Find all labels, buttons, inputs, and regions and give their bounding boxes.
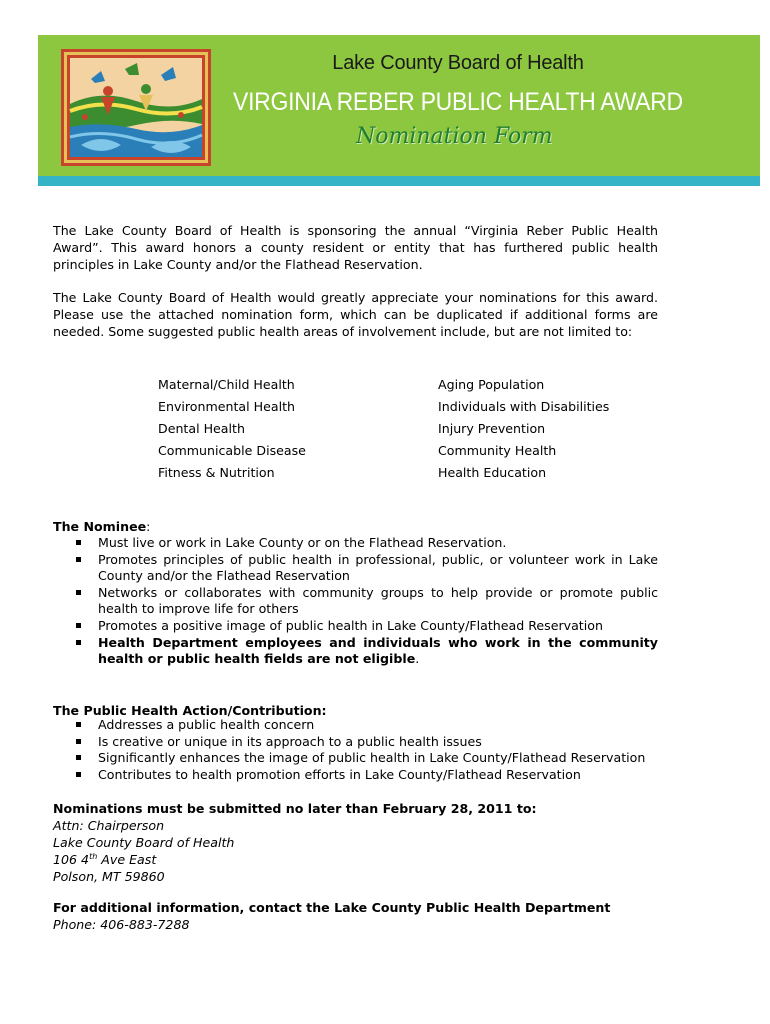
contact-heading: For additional information, contact the Lake County Public Health Department (53, 900, 611, 915)
health-area-item: Communicable Disease (158, 443, 306, 458)
ineligibility-period: . (415, 651, 420, 667)
form-subtitle: Nomination Form (356, 124, 553, 149)
intro-paragraph-2: The Lake County Board of Health would greatly appreciate your nominations for this award. Please use the attached nomination form, which can be duplicated if additional forms are needed. Some suggested public health areas of involvement include, but are not limited to: (53, 290, 658, 339)
ineligibility-item (53, 635, 658, 668)
health-artwork-logo (61, 49, 211, 166)
list-item: Contributes to health promotion efforts in Lake County/Flathead Reservation (53, 767, 658, 784)
street-name: Ave East (97, 852, 157, 867)
nominee-heading-text: The Nominee (53, 519, 147, 534)
street-number: 106 4 (53, 852, 90, 867)
action-heading: The Public Health Action/Contribution: (53, 703, 327, 718)
health-area-item: Individuals with Disabilities (438, 399, 610, 414)
action-criteria-list (53, 717, 658, 783)
nominee-heading-colon: : (146, 519, 151, 534)
list-item: Must live or work in Lake County or on the Flathead Reservation. (53, 535, 658, 552)
address-attn: Attn: Chairperson (53, 818, 165, 833)
list-item: Promotes principles of public health in professional, public, or volunteer work in Lake County and/or the Flathead Reservation (53, 552, 658, 585)
organization-name: Lake County Board of Health (332, 52, 584, 74)
list-item: Promotes a positive image of public health in Lake County/Flathead Reservation (53, 618, 658, 635)
header-rule (38, 176, 760, 186)
submission-deadline: Nominations must be submitted no later than February 28, 2011 to: (53, 801, 537, 816)
health-area-item: Community Health (438, 443, 557, 458)
list-item: Significantly enhances the image of public health in Lake County/Flathead Reservation (53, 750, 658, 767)
mailing-address (53, 817, 234, 885)
list-item: Networks or collaborates with community groups to help provide or promote public health to improve life for others (53, 585, 658, 618)
list-item: Is creative or unique in its approach to a public health issues (53, 734, 658, 751)
health-area-item: Maternal/Child Health (158, 377, 295, 392)
ineligibility-text: Health Department employees and individuals who work in the community health or public health fields are not eligible (98, 634, 658, 667)
health-area-item: Environmental Health (158, 399, 295, 414)
address-street (53, 851, 234, 868)
nominee-criteria-list (53, 535, 658, 668)
address-city: Polson, MT 59860 (53, 869, 165, 884)
health-area-item: Dental Health (158, 421, 245, 436)
list-item: Addresses a public health concern (53, 717, 658, 734)
health-area-item: Fitness & Nutrition (158, 465, 275, 480)
address-board: Lake County Board of Health (53, 835, 235, 850)
nominee-heading (53, 518, 150, 535)
health-area-item: Health Education (438, 465, 547, 480)
street-ordinal: th (89, 852, 98, 861)
health-area-item: Aging Population (438, 377, 545, 392)
health-areas-right-list (438, 374, 609, 484)
health-area-item: Injury Prevention (438, 421, 546, 436)
health-areas-left-list (158, 374, 306, 484)
intro-paragraph-1: The Lake County Board of Health is sponsoring the annual “Virginia Reber Public Health Award”. This award honors a county resident or entity that has furthered public health principles in Lake County and/or the Flathead Reservation. (53, 223, 658, 272)
award-title: VIRGINIA REBER PUBLIC HEALTH AWARD (233, 88, 683, 116)
contact-phone: Phone: 406-883-7288 (53, 917, 190, 932)
